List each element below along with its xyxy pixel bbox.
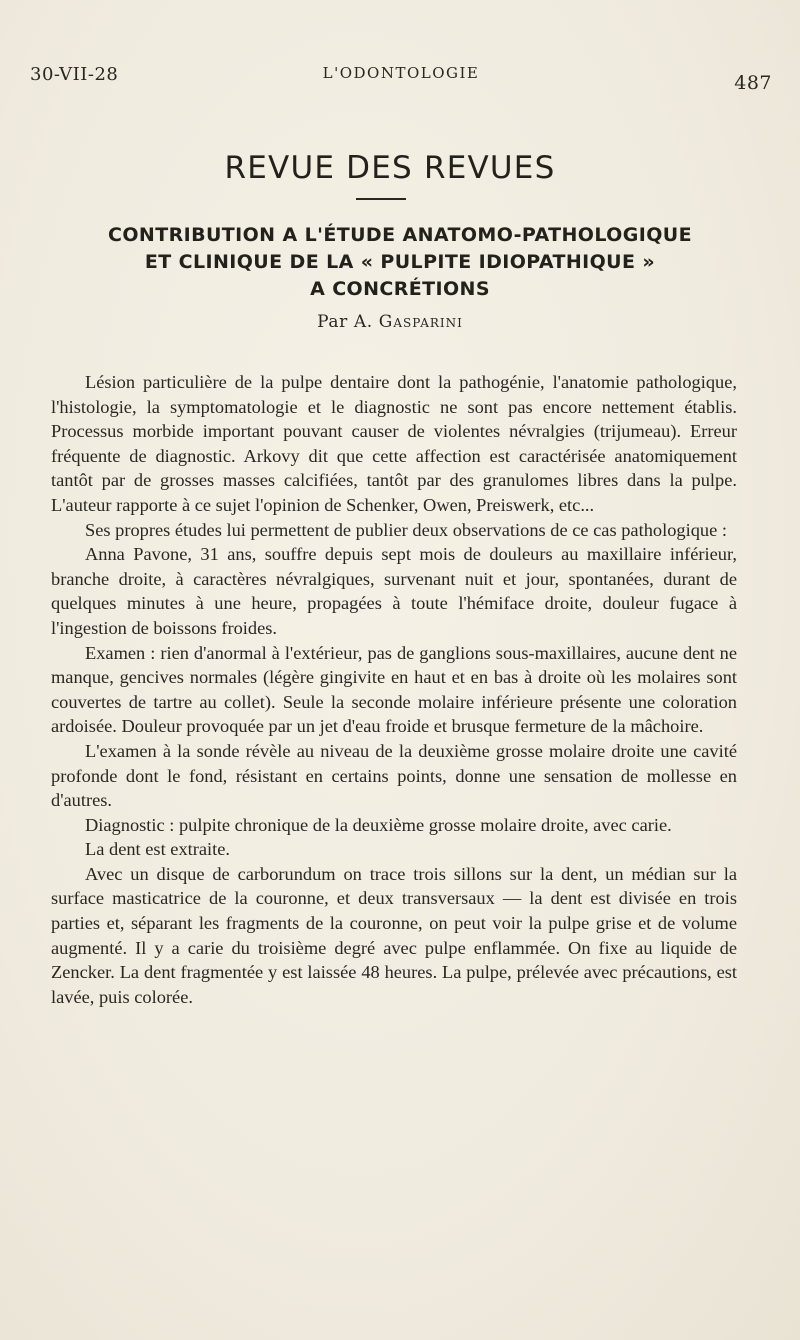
- paragraph: L'examen à la sonde révèle au niveau de la deuxième grosse molaire droite une cavité profonde dont le fond, résistant en certains points, donne une sensation de mollesse en d'autres.: [51, 740, 737, 811]
- article-title: [20, 222, 780, 303]
- author-name: Gasparini: [378, 312, 463, 332]
- running-header: [30, 62, 772, 92]
- section-title: REVUE DES REVUES: [224, 150, 556, 186]
- journal-name: L'ODONTOLOGIE: [322, 64, 480, 82]
- article-title-line: ET CLINIQUE DE LA « PULPITE IDIOPATHIQUE »: [144, 251, 656, 273]
- paragraph: Avec un disque de carborundum on trace trois sillons sur la dent, un médian sur la surface masticatrice de la couronne, et deux transversaux — la dent est divisée en trois parties et, séparant les fragments de la couronne, on peut voir la pulpe grise et de volume augmenté. Il y a carie du troisième degré avec pulpe enflammée. On fixe au liquide de Zencker. La dent fragmentée y est laissée 48 heures. La pulpe, prélevée avec précautions, est lavée, puis colorée.: [51, 863, 737, 1007]
- paragraph: La dent est extraite.: [85, 839, 231, 860]
- issue-date: 30-VII-28: [30, 64, 119, 85]
- page-number: 487: [734, 72, 772, 94]
- paragraph: Examen : rien d'anormal à l'extérieur, pas de ganglions sous-maxillaires, aucune dent ne manque, gencives normales (légère gingivite en haut et en bas à droite où les molaires sont couvertes de tartre au collet). Seule la seconde molaire inférieure présente une coloration ardoisée. Douleur provoquée par un jet d'eau froide et brusque fermeture de la mâchoire.: [51, 642, 737, 737]
- paragraph: Lésion particulière de la pulpe dentaire dont la pathogénie, l'anatomie pathologique, l'histologie, la symptomatologie et le diagnostic ne sont pas encore nettement établis. Processus morbide important pouvant causer de violentes névralgies (trijumeau). Erreur fréquente de diagnostic. Arkovy dit que cette affection est caractérisée anatomiquement tantôt par de grosses masses calcifiées, tantôt par des granulomes libres dans la pulpe. L'auteur rapporte à ce sujet l'opinion de Schenker, Owen, Preiswerk, etc...: [51, 372, 737, 515]
- paragraph: Anna Pavone, 31 ans, souffre depuis sept mois de douleurs au maxillaire inférieur, branche droite, à caractères névralgiques, survenant nuit et jour, spontanées, durant de quelques minutes à une heure, propagées à toute l'hémiface droite, douleur fugace à l'ingestion de boissons froides.: [51, 544, 737, 638]
- paragraph: Ses propres études lui permettent de publier deux observations de ce cas pathologique :: [85, 519, 727, 540]
- article-title-line: A CONCRÉTIONS: [310, 278, 490, 300]
- title-divider: [356, 198, 406, 200]
- article-body: [51, 370, 737, 1009]
- article-title-line: CONTRIBUTION A L'ÉTUDE ANATOMO-PATHOLOGIQUE: [108, 224, 692, 246]
- byline: [0, 312, 780, 332]
- byline-prefix: Par A.: [317, 312, 373, 332]
- paragraph: Diagnostic : pulpite chronique de la deuxième grosse molaire droite, avec carie.: [85, 814, 672, 835]
